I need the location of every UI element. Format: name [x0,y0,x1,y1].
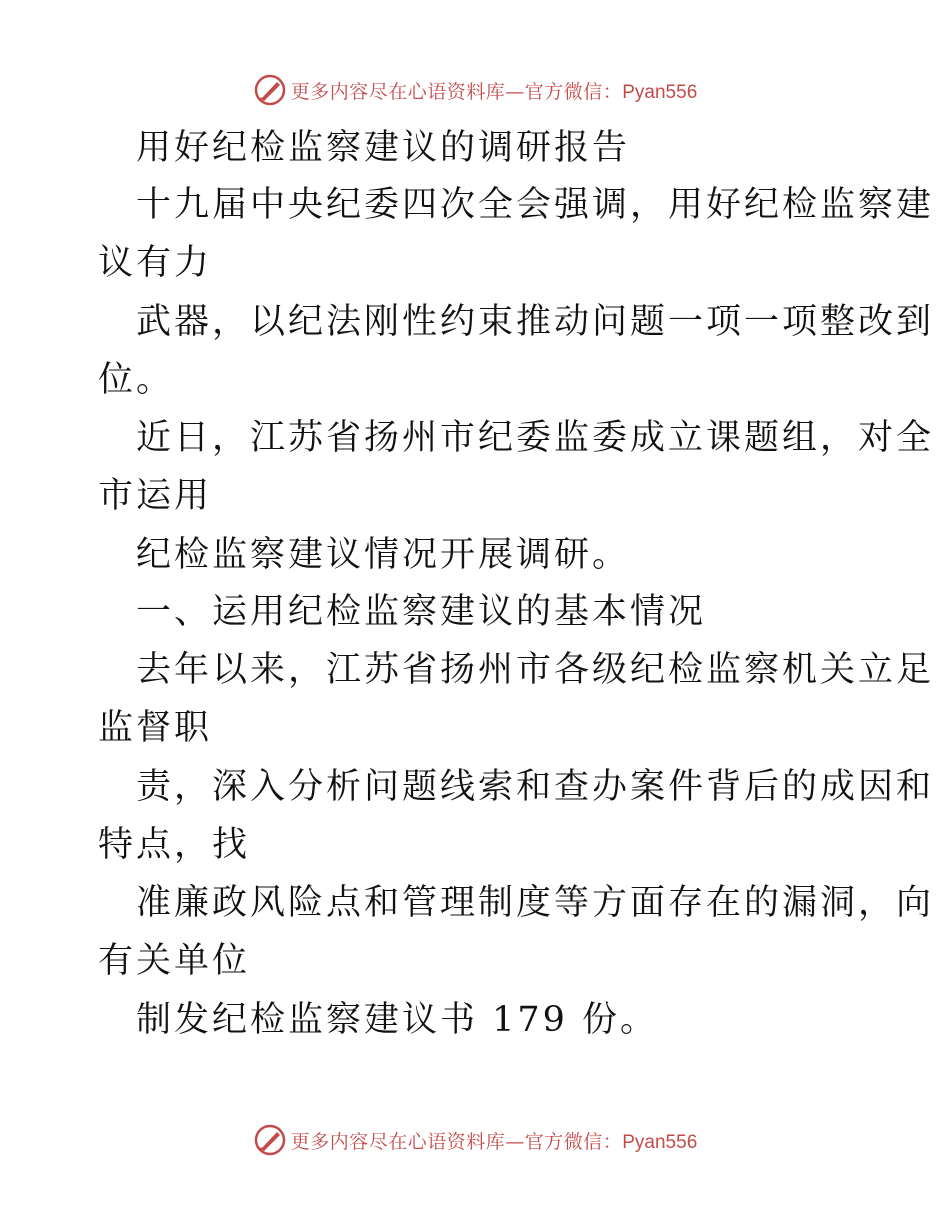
paragraph-line: 议有力 [98,243,213,283]
paragraph-line: 有关单位 [98,941,251,981]
header-watermark [0,72,950,108]
watermark-handle: Pyan556 [622,81,698,103]
paragraph-line: 去年以来，江苏省扬州市各级纪检监察机关立足 [136,650,935,690]
paragraph-line: 纪检监察建议情况开展调研。 [136,535,631,575]
paragraph-line: 十九届中央纪委四次全会强调，用好纪检监察建 [136,185,935,225]
watermark-handle: Pyan556 [622,1131,698,1153]
paragraph-line: 位。 [98,360,175,400]
paragraph-line: 制发纪检监察建议书 179 份。 [136,1000,659,1040]
paragraph-line: 监督职 [98,708,213,748]
paragraph-line: 责，深入分析问题线索和查办案件背后的成因和 [136,767,935,807]
paragraph-line: 近日，江苏省扬州市纪委监委成立课题组，对全 [136,418,935,458]
watermark-text: 更多内容尽在心语资料库—官方微信：Pyan556 [290,1130,698,1153]
paragraph-line: 准廉政风险点和管理制度等方面存在的漏洞，向 [136,883,935,923]
document-title: 用好纪检监察建议的调研报告 [136,128,631,168]
section-heading: 一、运用纪检监察建议的基本情况 [136,592,707,632]
paragraph-line: 武器，以纪法刚性约束推动问题一项一项整改到 [136,302,935,342]
footer-watermark [0,1122,950,1158]
paragraph-line: 特点，找 [98,825,251,865]
paragraph-line: 市运用 [98,476,213,516]
watermark-text: 更多内容尽在心语资料库—官方微信：Pyan556 [290,80,698,103]
quill-logo-icon [253,1123,287,1157]
quill-logo-icon [253,73,287,107]
